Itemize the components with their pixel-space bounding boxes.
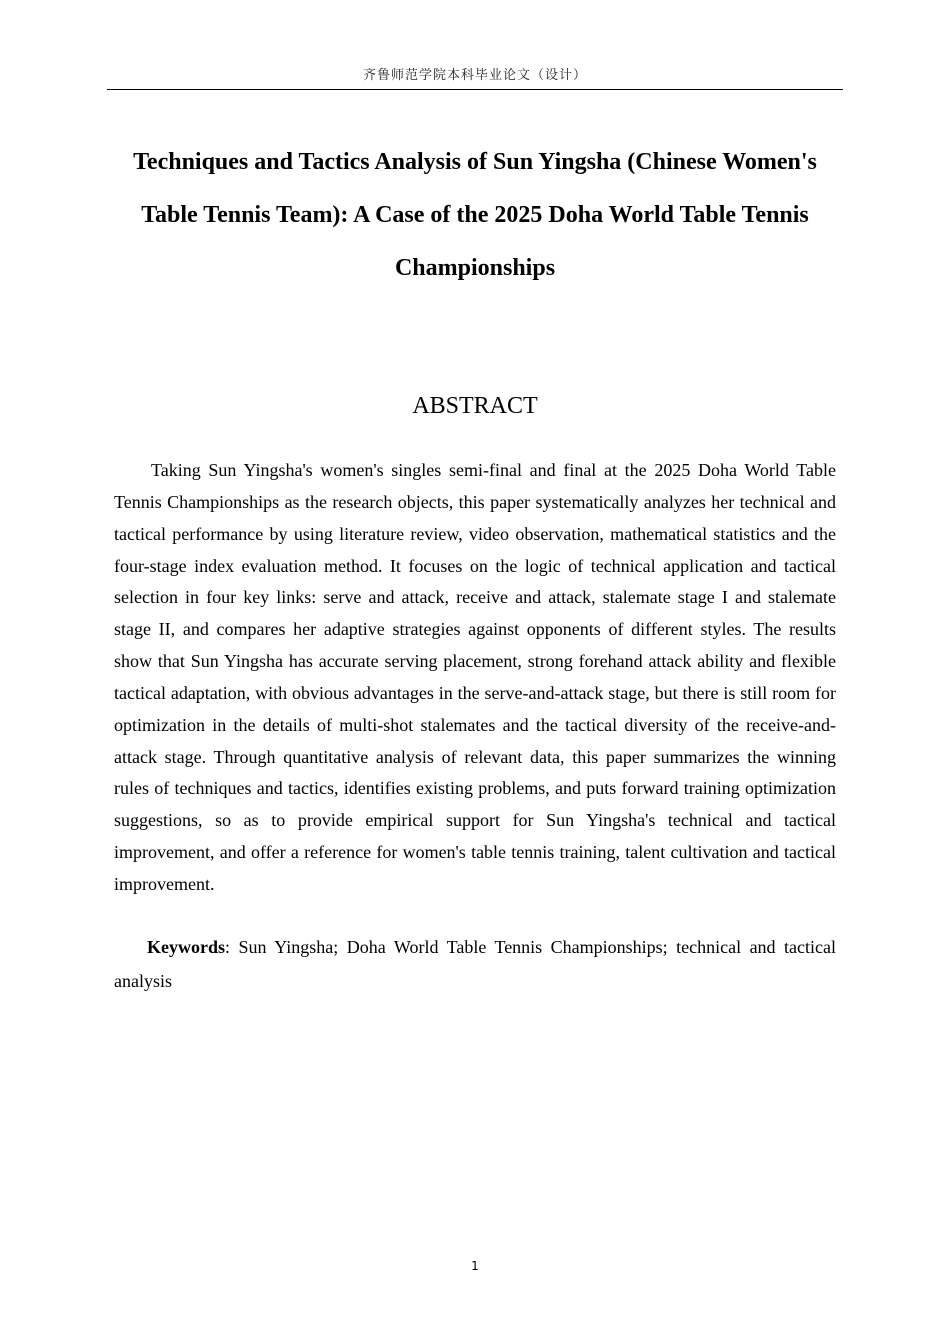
keywords-label: Keywords <box>147 937 225 957</box>
running-header: 齐鲁师范学院本科毕业论文（设计） <box>362 68 587 83</box>
header-rule <box>107 89 843 90</box>
keywords-text: : Sun Yingsha; Doha World Table Tennis Championships; technical and tactical analysis <box>114 937 836 991</box>
abstract-heading: ABSTRACT <box>412 393 538 419</box>
paper-title: Techniques and Tactics Analysis of Sun Yingsha (Chinese Women's Table Tennis Team): A Case of the 2025 Doha World Table Tennis Championships <box>133 149 817 281</box>
abstract-body: Taking Sun Yingsha's women's singles semi-final and final at the 2025 Doha World Table Tennis Championships as the research objects, this paper systematically analyzes her technical and tactical performance by using literature review, video observation, mathematical statistics and the four-stage index evaluation method. It focuses on the logic of technical application and tactical selection in four key links: serve and attack, receive and attack, stalemate stage I and stalemate stage II, and compares her adaptive strategies against opponents of different styles. The results show that Sun Yingsha has accurate serving placement, strong forehand attack ability and flexible tactical adaptation, with obvious advantages in the serve-and-attack stage, but there is still room for optimization in the details of multi-shot stalemates and the tactical diversity of the receive-and-attack stage. Through quantitative analysis of relevant data, this paper summarizes the winning rules of techniques and tactics, identifies existing problems, and puts forward training optimization suggestions, so as to provide empirical support for Sun Yingsha's technical and tactical improvement, and offer a reference for women's table tennis training, talent cultivation and tactical improvement. <box>114 460 836 894</box>
page-number: 1 <box>471 1259 479 1273</box>
keywords-paragraph <box>114 930 836 998</box>
